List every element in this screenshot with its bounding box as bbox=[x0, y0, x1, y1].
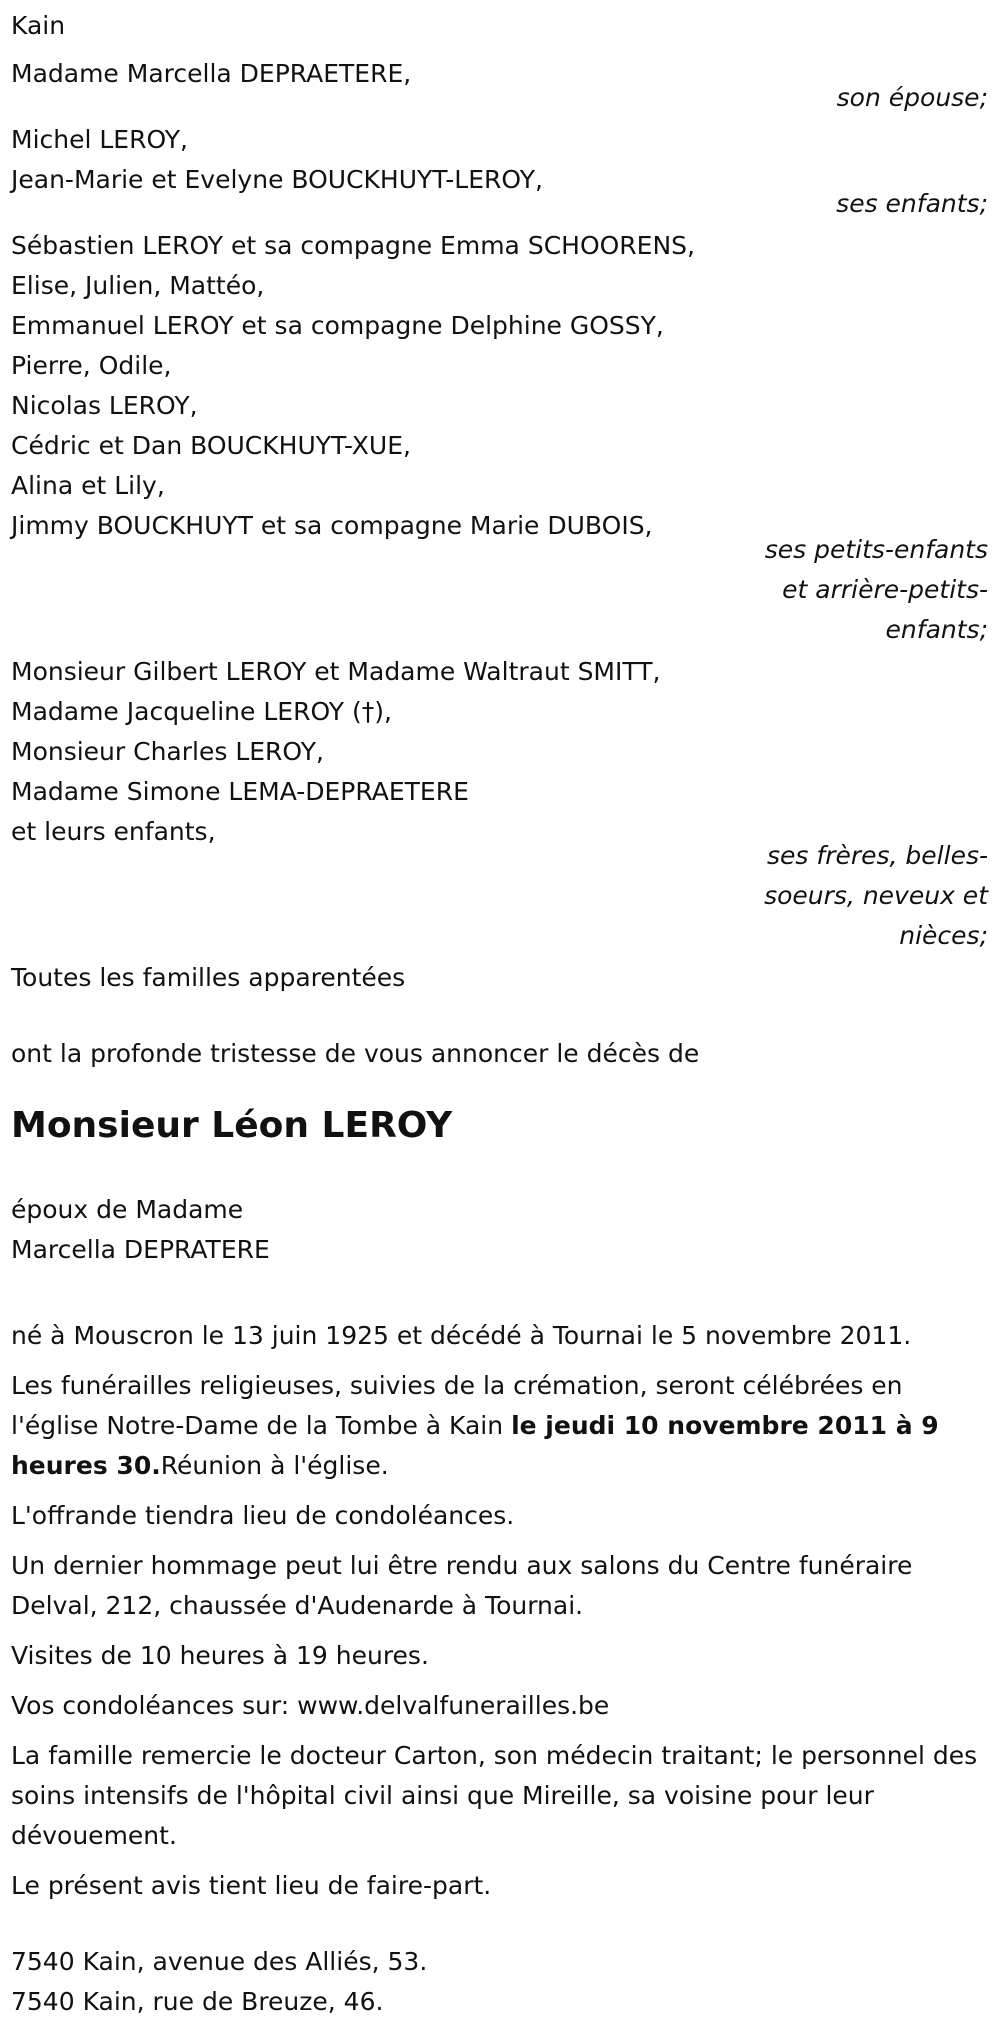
family-name: Madame Simone LEMA-DEPRAETERE bbox=[11, 777, 469, 806]
relation-text: enfants; bbox=[885, 615, 988, 644]
family-name: Cédric et Dan BOUCKHUYT-XUE, bbox=[11, 431, 411, 460]
birth-death-paragraph: né à Mouscron le 13 juin 1925 et décédé à Tournai le 5 novembre 2011. bbox=[11, 1321, 912, 1350]
spouse-line: époux de Madame bbox=[11, 1195, 244, 1224]
spacer bbox=[11, 1906, 990, 1942]
closing-family: Toutes les familles apparentées bbox=[11, 963, 406, 992]
family-name: Emmanuel LEROY et sa compagne Delphine GOSSY, bbox=[11, 311, 664, 340]
funeral-meeting: Réunion à l'église. bbox=[160, 1451, 389, 1480]
family-group-spouse bbox=[11, 54, 990, 118]
family-name: Pierre, Odile, bbox=[11, 351, 172, 380]
relation-label bbox=[11, 530, 990, 650]
family-name: Sébastien LEROY et sa compagne Emma SCHOORENS, bbox=[11, 231, 695, 260]
relation-label bbox=[11, 836, 990, 956]
relation-text: ses petits-enfants bbox=[764, 535, 988, 564]
family-name: Madame Marcella DEPRAETERE, bbox=[11, 59, 412, 88]
relation-text: son épouse; bbox=[836, 83, 988, 112]
spacer bbox=[11, 1270, 990, 1306]
spouse-line: Marcella DEPRATERE bbox=[11, 1235, 270, 1264]
family-name: Jimmy BOUCKHUYT et sa compagne Marie DUBOIS, bbox=[11, 511, 653, 540]
deceased-name: Monsieur Léon LEROY bbox=[11, 1105, 453, 1146]
family-name: Monsieur Charles LEROY, bbox=[11, 737, 324, 766]
tribute-paragraph: Un dernier hommage peut lui être rendu aux salons du Centre funéraire Delval, 212, chaussée d'Audenarde à Tournai. bbox=[11, 1551, 913, 1620]
spacer bbox=[11, 998, 990, 1034]
relation-text: soeurs, neveux et bbox=[764, 881, 988, 910]
notice-paragraph: Le présent avis tient lieu de faire-part. bbox=[11, 1871, 492, 1900]
family-name: Elise, Julien, Mattéo, bbox=[11, 271, 265, 300]
relation-text: et arrière-petits- bbox=[782, 575, 988, 604]
family-group-children bbox=[11, 120, 990, 224]
family-name: Alina et Lily, bbox=[11, 471, 165, 500]
address-line: 7540 Kain, rue de Breuze, 46. bbox=[11, 1987, 384, 2016]
relation-text: ses frères, belles- bbox=[767, 841, 988, 870]
address-line: 7540 Kain, avenue des Alliés, 53. bbox=[11, 1947, 428, 1976]
offering-paragraph: L'offrande tiendra lieu de condoléances. bbox=[11, 1501, 515, 1530]
family-group-grandchildren bbox=[11, 226, 990, 650]
family-name: Madame Jacqueline LEROY (†), bbox=[11, 697, 392, 726]
announcement-text: ont la profonde tristesse de vous annoncer le décès de bbox=[11, 1039, 700, 1068]
thanks-paragraph: La famille remercie le docteur Carton, son médecin traitant; le personnel des soins intensifs de l'hôpital civil ainsi que Mireille, sa voisine pour leur dévouement. bbox=[11, 1741, 978, 1850]
family-name: Nicolas LEROY, bbox=[11, 391, 198, 420]
family-name: et leurs enfants, bbox=[11, 817, 216, 846]
funeral-text: Les funérailles religieuses, suivies de la crémation, seront célébrées en l'église Notre-Dame de la Tombe à Kain bbox=[11, 1371, 903, 1440]
condolences-paragraph: Vos condoléances sur: www.delvalfunerailles.be bbox=[11, 1691, 610, 1720]
relation-text: ses enfants; bbox=[836, 189, 988, 218]
family-group-siblings bbox=[11, 652, 990, 956]
family-name: Monsieur Gilbert LEROY et Madame Waltraut SMITT, bbox=[11, 657, 661, 686]
visits-paragraph: Visites de 10 heures à 19 heures. bbox=[11, 1641, 429, 1670]
place-header: Kain bbox=[11, 11, 66, 40]
funeral-date: le jeudi 10 novembre 2011 à 9 heures 30. bbox=[11, 1411, 939, 1480]
relation-text: nièces; bbox=[899, 921, 988, 950]
family-name: Michel LEROY, bbox=[11, 125, 189, 154]
family-name: Jean-Marie et Evelyne BOUCKHUYT-LEROY, bbox=[11, 165, 543, 194]
funeral-paragraph bbox=[11, 1366, 986, 1486]
